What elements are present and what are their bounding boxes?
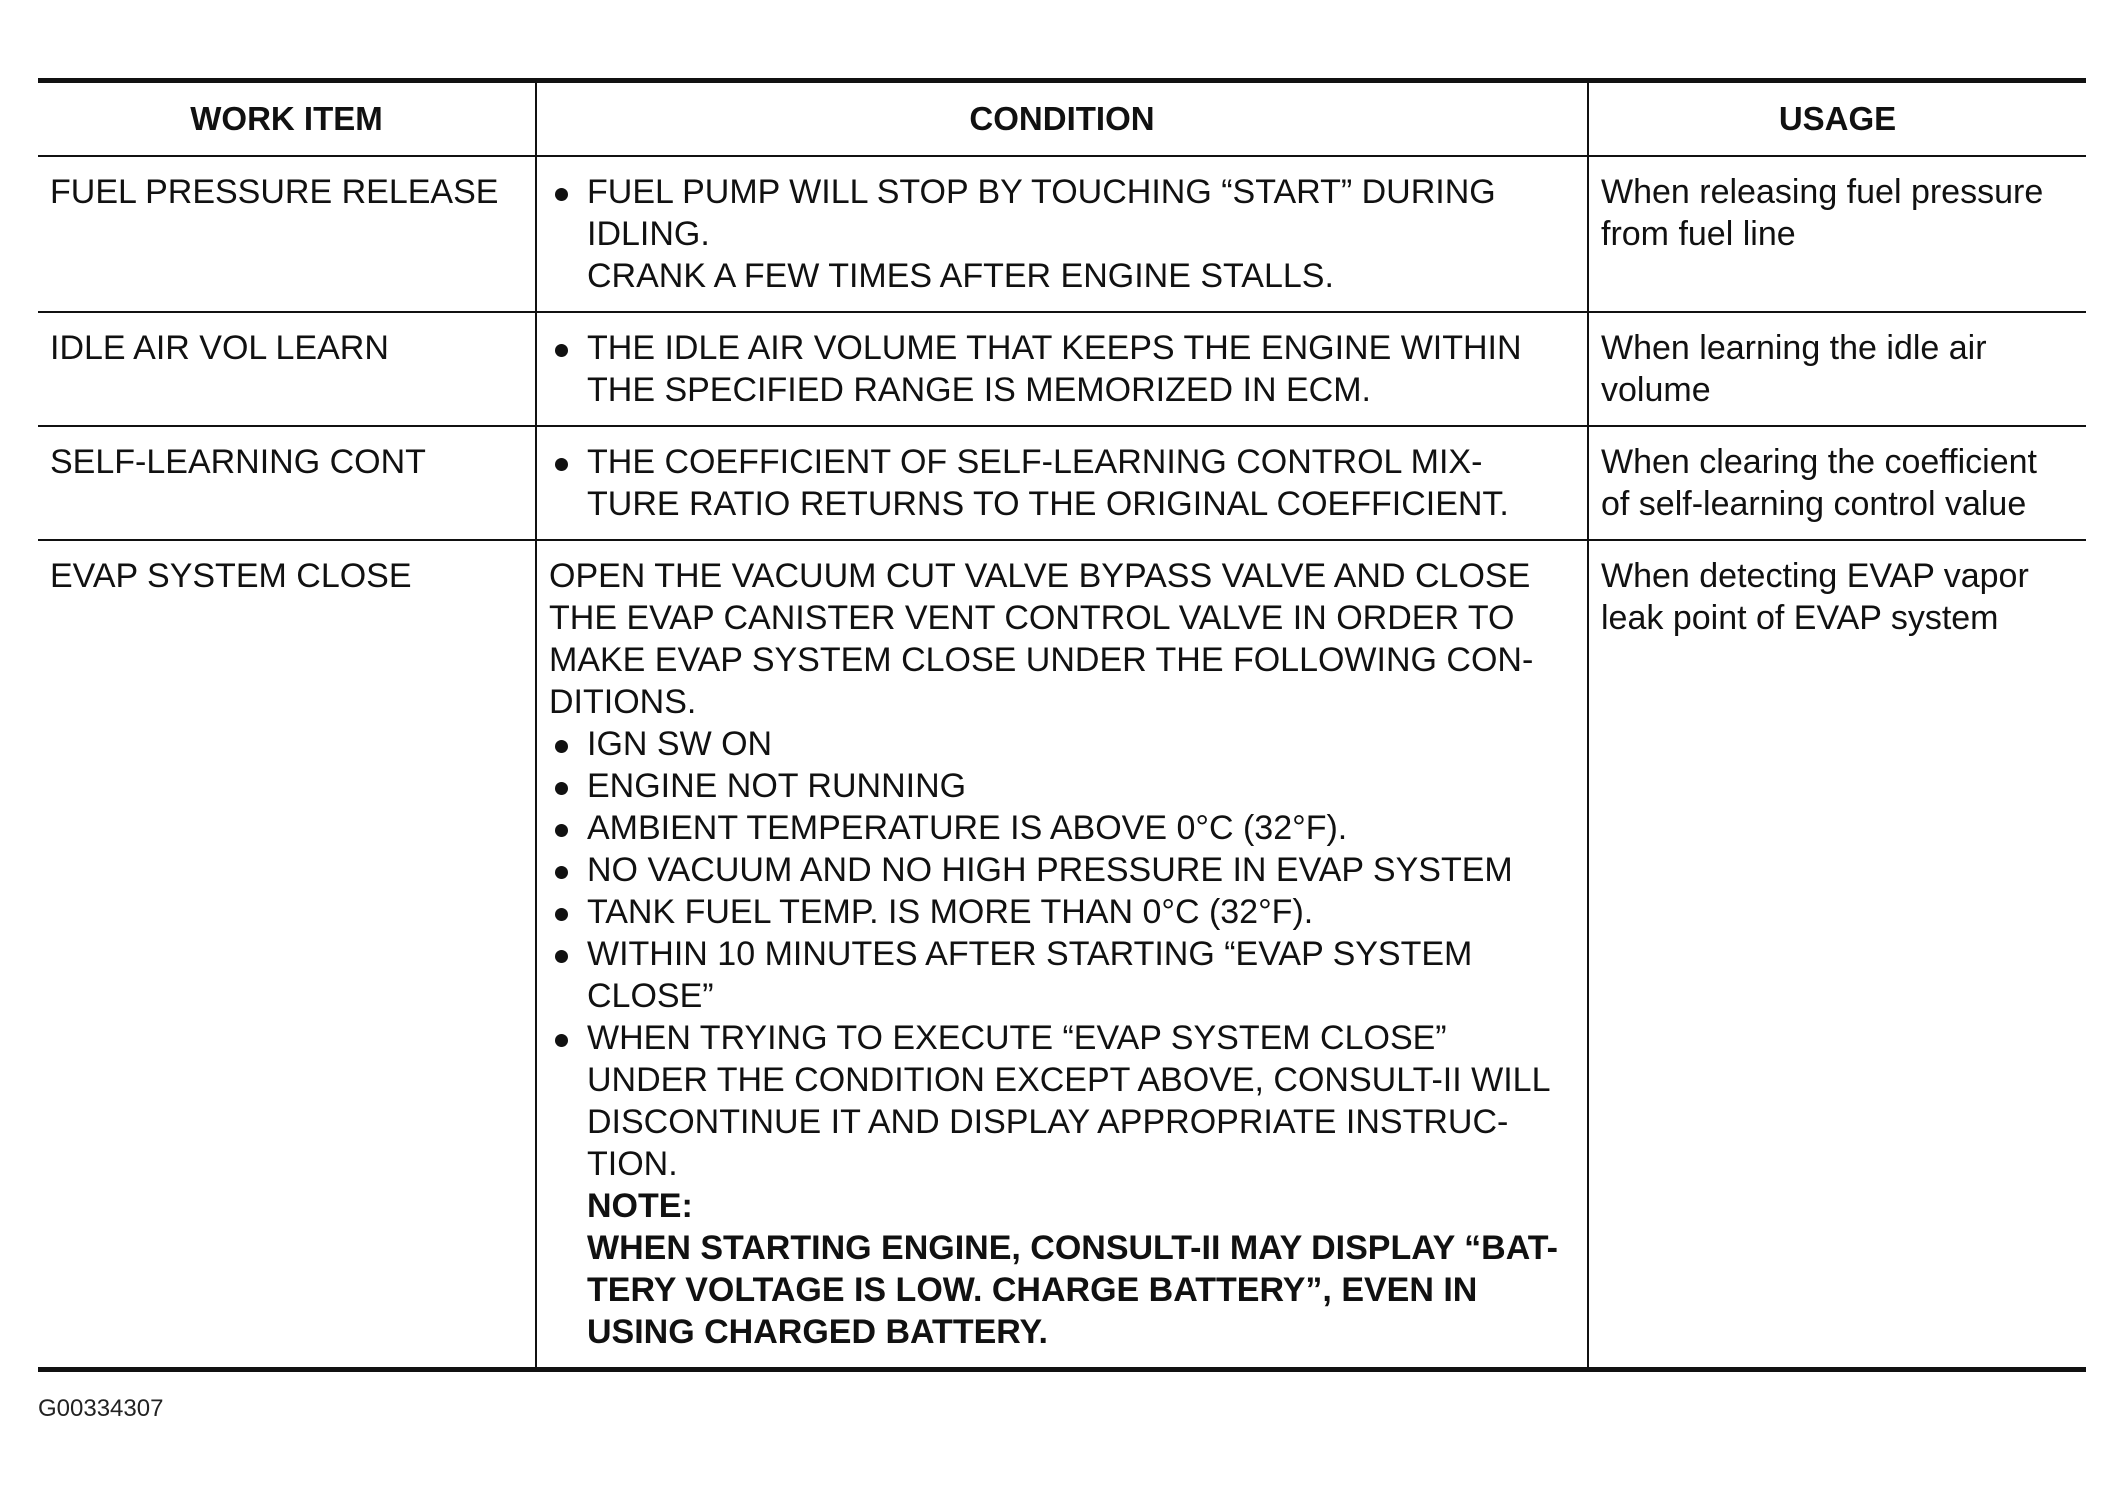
condition-bullet: [549, 765, 1575, 807]
condition-bullet: [549, 171, 1575, 297]
note-line: USING CHARGED BATTERY.: [587, 1313, 1048, 1351]
work-item-cell: FUEL PRESSURE RELEASE: [38, 156, 536, 312]
work-item-cell: EVAP SYSTEM CLOSE: [50, 557, 412, 595]
condition-intro-line: MAKE EVAP SYSTEM CLOSE UNDER THE FOLLOWING CON-: [549, 641, 1534, 679]
usage-line: When clearing the coefficient: [1601, 443, 2037, 481]
condition-cell: [536, 312, 1588, 426]
work-item-cell: IDLE AIR VOL LEARN: [38, 312, 536, 426]
condition-cell: [536, 426, 1588, 540]
condition-line: TANK FUEL TEMP. IS MORE THAN 0°C (32°F).: [587, 893, 1314, 931]
usage-line: When releasing fuel pressure: [1601, 173, 2044, 211]
header-condition: CONDITION: [536, 81, 1588, 157]
condition-line: CRANK A FEW TIMES AFTER ENGINE STALLS.: [587, 257, 1334, 295]
condition-line: WHEN TRYING TO EXECUTE “EVAP SYSTEM CLOSE”: [587, 1019, 1447, 1057]
condition-cell: [536, 156, 1588, 312]
usage-line: volume: [1601, 371, 1711, 409]
condition-intro-line: DITIONS.: [549, 683, 697, 721]
note-line: TERY VOLTAGE IS LOW. CHARGE BATTERY”, EVEN IN: [587, 1271, 1478, 1309]
condition-line: THE IDLE AIR VOLUME THAT KEEPS THE ENGINE WITHIN: [587, 329, 1522, 367]
condition-bullet: [549, 327, 1575, 411]
usage-cell: [1588, 156, 2086, 312]
condition-line: IDLING.: [587, 215, 710, 253]
condition-line: WITHIN 10 MINUTES AFTER STARTING “EVAP SYSTEM: [587, 935, 1473, 973]
condition-bullet: [549, 933, 1575, 1017]
condition-bullet: [549, 849, 1575, 891]
condition-line: AMBIENT TEMPERATURE IS ABOVE 0°C (32°F).: [587, 809, 1348, 847]
condition-line: UNDER THE CONDITION EXCEPT ABOVE, CONSULT-II WILL: [587, 1061, 1551, 1099]
note-label: NOTE:: [587, 1187, 693, 1225]
condition-line: NO VACUUM AND NO HIGH PRESSURE IN EVAP SYSTEM: [587, 851, 1513, 889]
table-row: [38, 426, 2086, 540]
condition-bullet: [549, 441, 1575, 525]
condition-bullet: [549, 807, 1575, 849]
header-usage: USAGE: [1588, 81, 2086, 157]
condition-cell: [536, 540, 1588, 1370]
usage-cell: [1588, 312, 2086, 426]
condition-bullet: [549, 723, 1575, 765]
usage-cell: [1588, 540, 2086, 1370]
condition-line: IGN SW ON: [587, 725, 773, 763]
condition-intro-line: OPEN THE VACUUM CUT VALVE BYPASS VALVE AND CLOSE: [549, 557, 1531, 595]
header-work-item: WORK ITEM: [38, 81, 536, 157]
condition-bullet: [549, 891, 1575, 933]
condition-bullet: [549, 1017, 1575, 1185]
condition-line: TURE RATIO RETURNS TO THE ORIGINAL COEFFICIENT.: [587, 485, 1509, 523]
condition-line: FUEL PUMP WILL STOP BY TOUCHING “START” DURING: [587, 173, 1496, 211]
condition-line: THE SPECIFIED RANGE IS MEMORIZED IN ECM.: [587, 371, 1371, 409]
table-row: [38, 540, 2086, 1370]
condition-line: CLOSE”: [587, 977, 714, 1015]
condition-line: TION.: [587, 1145, 678, 1183]
table-row: [38, 312, 2086, 426]
usage-line: When detecting EVAP vapor: [1601, 557, 2029, 595]
condition-line: DISCONTINUE IT AND DISPLAY APPROPRIATE INSTRUC-: [587, 1103, 1509, 1141]
table-header-row: [38, 81, 2086, 157]
document-code: G00334307: [38, 1395, 164, 1422]
condition-line: ENGINE NOT RUNNING: [587, 767, 967, 805]
usage-line: When learning the idle air: [1601, 329, 1987, 367]
condition-intro-line: THE EVAP CANISTER VENT CONTROL VALVE IN ORDER TO: [549, 599, 1515, 637]
work-item-table: [38, 78, 2086, 1372]
usage-line: leak point of EVAP system: [1601, 599, 1999, 637]
usage-line: from fuel line: [1601, 215, 1796, 253]
work-item-cell: SELF-LEARNING CONT: [38, 426, 536, 540]
usage-cell: [1588, 426, 2086, 540]
table-row: [38, 156, 2086, 312]
usage-line: of self-learning control value: [1601, 485, 2027, 523]
condition-line: THE COEFFICIENT OF SELF-LEARNING CONTROL MIX-: [587, 443, 1483, 481]
note-line: WHEN STARTING ENGINE, CONSULT-II MAY DISPLAY “BAT-: [587, 1229, 1558, 1267]
